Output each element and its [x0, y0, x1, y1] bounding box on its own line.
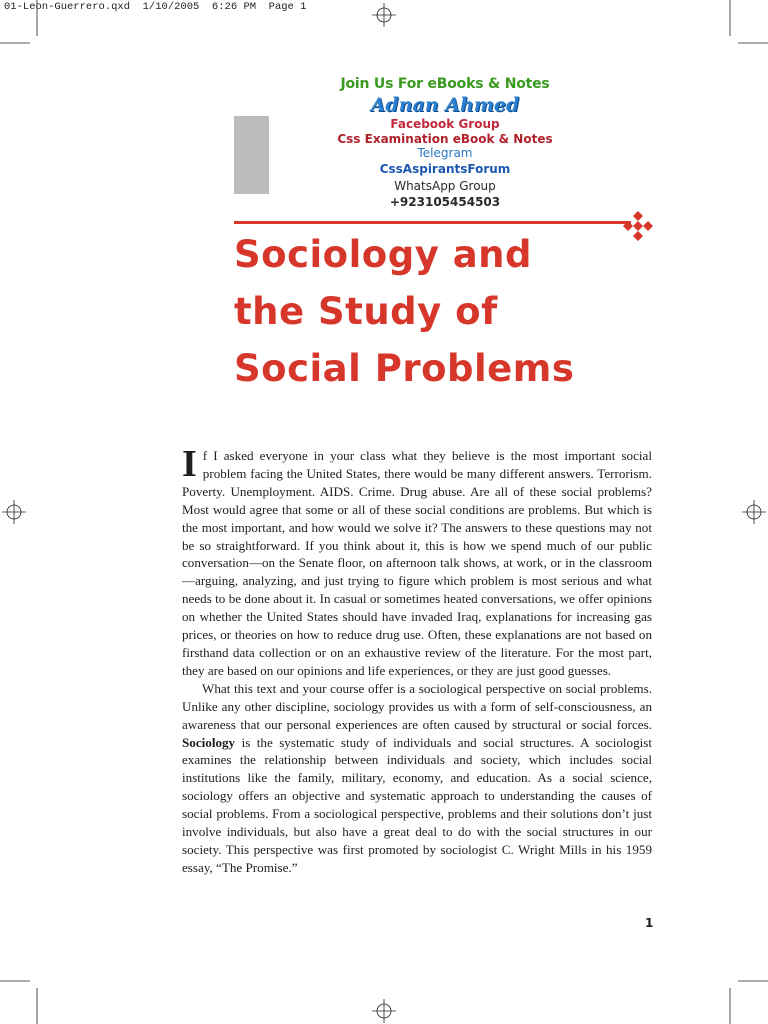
drop-cap: I	[182, 443, 197, 485]
watermark-telegram: Telegram	[417, 146, 473, 160]
title-line: the Study of	[234, 290, 498, 333]
body-text	[182, 443, 652, 877]
paragraph	[182, 680, 652, 877]
chapter-title	[234, 226, 654, 397]
watermark-facebook: Facebook Group	[390, 117, 500, 131]
watermark-phone: +923105454503	[389, 195, 501, 209]
chapter-rule	[234, 221, 631, 224]
paragraph-text: f I asked everyone in your class what they believe is the most important social problem facing the United States, there would be many different answers. Terrorism. Poverty. Unemployment. AIDS. Crime. Drug abuse. Are all of these social problems? Most would agree that some or all of these social conditions are problems. But which is the most important, and how would we solve it? The answers to these questions may not be so straightforward. If you think about it, this is how we spend much of our public conversation—on the Senate floor, on afternoon talk shows, at work, or in the classroom—arguing, analyzing, and just trying to figure which problem is most serious and what needs to be done about it. In casual or sometimes heated conversations, we offer opinions on whether the United States should have invaded Iraq, explanations for increasing gas prices, or theories on how to reduce drug use. Often, these explanations are not based on firsthand data collection or on an exhaustive review of the literature. For the most part, they are based on our opinions and life experiences, or they are just good guesses.	[182, 448, 652, 678]
registration-mark-top	[372, 3, 396, 27]
watermark-stamp	[330, 74, 560, 210]
title-line: Sociology and	[234, 233, 532, 276]
watermark-join: Join Us For eBooks & Notes	[340, 76, 550, 92]
watermark-css-group: Css Examination eBook & Notes	[337, 132, 553, 146]
paragraph-text: What this text and your course offer is a sociological perspective on social problems. Unlike any other discipline, sociology provides us with a form of self-consciousness, an awareness that our personal experiences are often caused by structural or social forces.	[182, 680, 652, 732]
page-number: 1	[645, 916, 654, 930]
registration-mark-bottom	[372, 999, 396, 1023]
watermark-whatsapp: WhatsApp Group	[394, 179, 496, 193]
chapter-number-block	[234, 116, 269, 194]
key-term: Sociology	[182, 734, 236, 750]
watermark-name: Adnan Ahmed	[370, 94, 520, 116]
paragraph-text: is the systematic study of individuals and social structures. A sociologist examines the relationship between individuals and society, which includes social institutions like the family, military, economy, and education. As a social science, sociology offers an objective and systematic approach to understanding the causes of social problems. From a sociological perspective, problems and their solutions don’t just involve individuals, but also have a great deal to do with the social structures in our society. This perspective was first promoted by sociologist C. Wright Mills in his 1959 essay, “The Promise.”	[182, 734, 652, 875]
paragraph	[182, 443, 652, 680]
title-line: Social Problems	[234, 347, 575, 390]
registration-mark-left	[2, 500, 26, 524]
watermark-forum: CssAspirantsForum	[379, 162, 511, 176]
print-slug: 01-Leon-Guerrero.qxd 1/10/2005 6:26 PM Page 1	[4, 1, 307, 13]
registration-mark-right	[742, 500, 766, 524]
